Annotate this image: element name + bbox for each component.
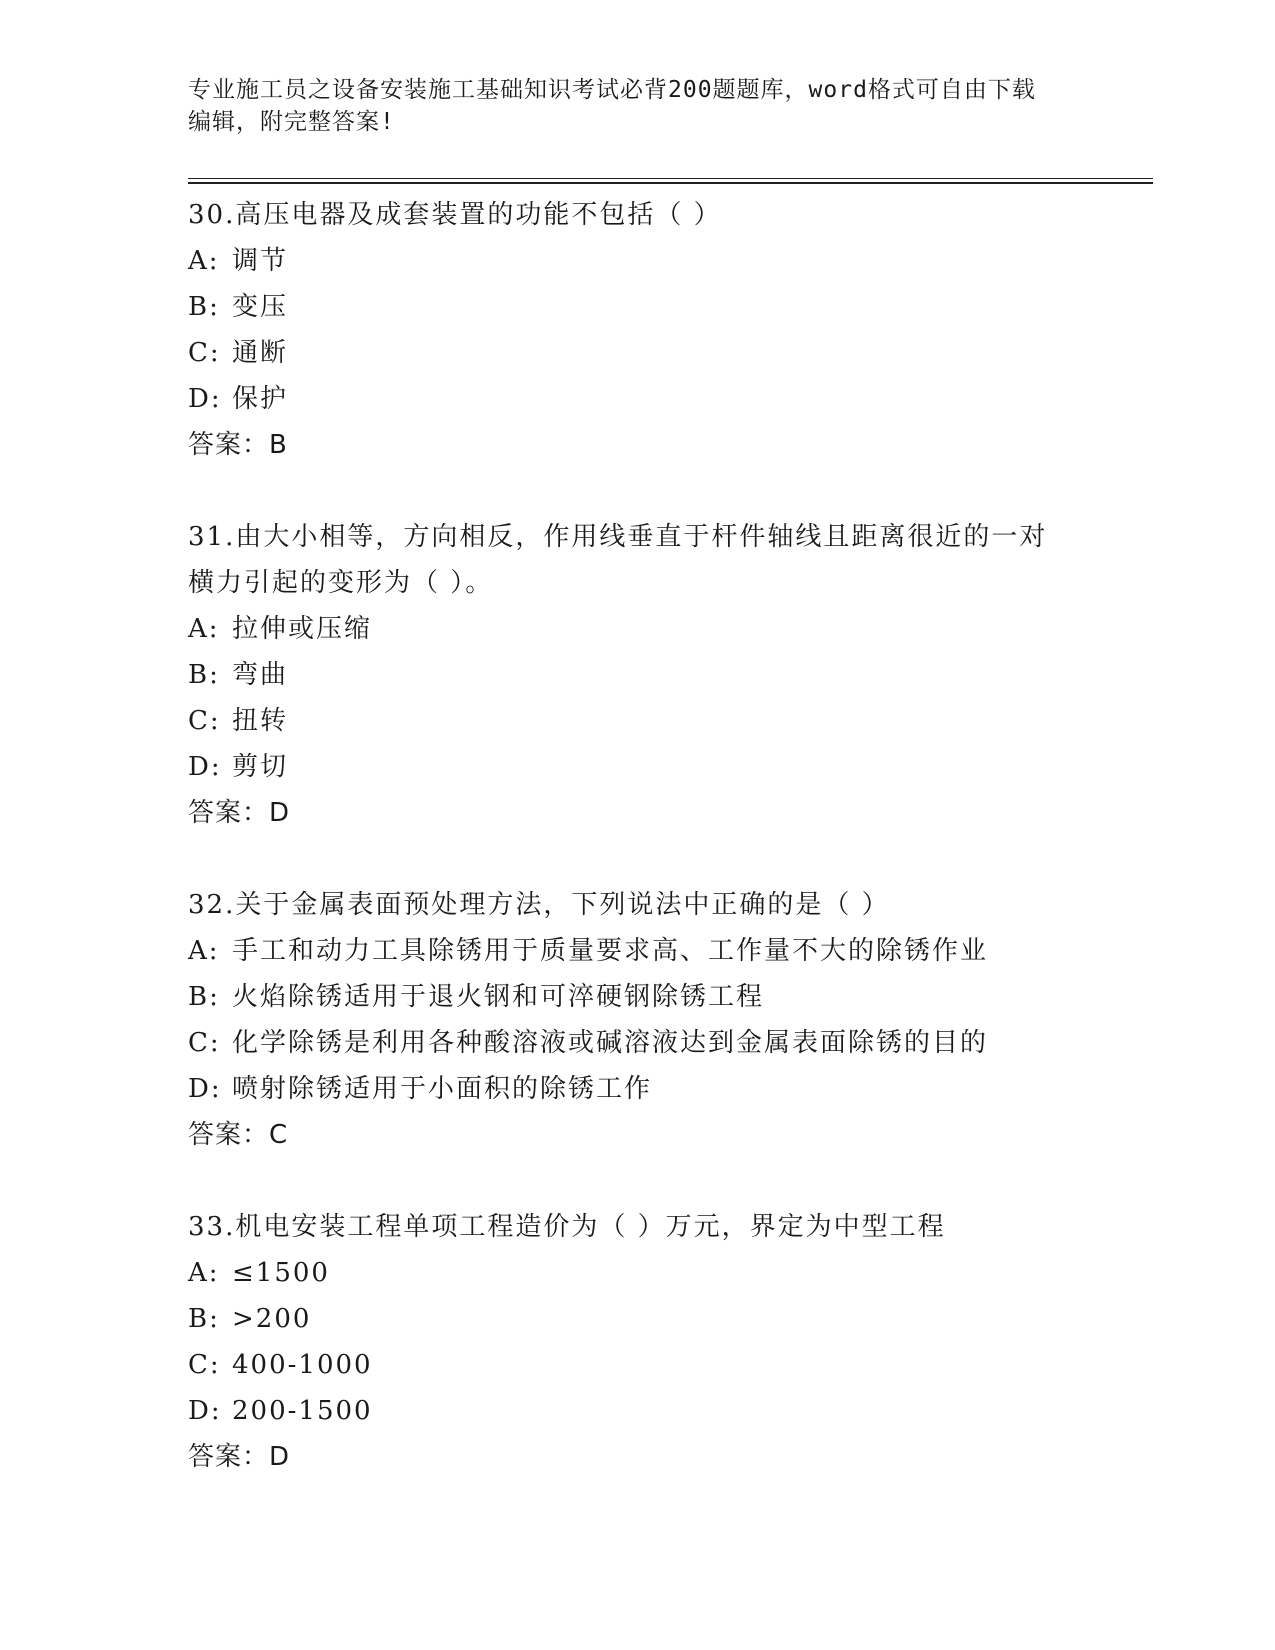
question-stem: 31.由大小相等，方向相反，作用线垂直于杆件轴线且距离很近的一对 [188, 522, 1048, 552]
answer-line: 答案：C [188, 1120, 289, 1150]
option-text: >200 [232, 1304, 312, 1334]
answer-line: 答案：D [188, 1442, 291, 1472]
option-label: B: [188, 1304, 220, 1334]
option-text: 400-1000 [232, 1350, 373, 1380]
option-label: A: [188, 246, 220, 276]
option-label: A: [188, 936, 220, 966]
option-text: 喷射除锈适用于小面积的除锈工作 [232, 1074, 653, 1104]
question-33 [188, 1204, 1088, 1480]
option-a [188, 1250, 1088, 1296]
answer-line: 答案：D [188, 798, 291, 828]
question-30 [188, 192, 1088, 468]
option-d [188, 1388, 1088, 1434]
option-b [188, 974, 1088, 1020]
option-label: D: [188, 384, 222, 414]
option-label: C: [188, 338, 221, 368]
header-line-1: 专业施工员之设备安装施工基础知识考试必背200题题库，word格式可自由下载 [188, 77, 1036, 103]
option-label: A: [188, 1258, 220, 1288]
question-list [188, 192, 1088, 1526]
option-text: 化学除锈是利用各种酸溶液或碱溶液达到金属表面除锈的目的 [232, 1028, 989, 1058]
option-c [188, 698, 1088, 744]
option-text: 通断 [232, 338, 289, 368]
option-text: 火焰除锈适用于退火钢和可淬硬钢除锈工程 [232, 982, 765, 1012]
option-d [188, 1066, 1088, 1112]
option-text: 保护 [232, 384, 289, 414]
option-label: C: [188, 1350, 221, 1380]
option-label: B: [188, 660, 220, 690]
option-b [188, 1296, 1088, 1342]
option-d [188, 376, 1088, 422]
option-text: ≤1500 [232, 1258, 330, 1288]
option-c [188, 330, 1088, 376]
option-text: 调节 [232, 246, 289, 276]
option-d [188, 744, 1088, 790]
option-label: B: [188, 982, 220, 1012]
option-label: D: [188, 1074, 222, 1104]
question-stem-continued: 横力引起的变形为（ ）。 [188, 568, 494, 598]
option-label: B: [188, 292, 220, 322]
option-label: D: [188, 1396, 222, 1426]
header-divider-thick [188, 182, 1153, 184]
question-31 [188, 514, 1088, 836]
option-label: C: [188, 706, 221, 736]
answer-line: 答案：B [188, 430, 288, 460]
option-label: A: [188, 614, 220, 644]
option-a [188, 606, 1088, 652]
document-header [188, 74, 1088, 138]
option-label: C: [188, 1028, 221, 1058]
question-32 [188, 882, 1088, 1158]
header-line-2: 编辑，附完整答案! [188, 109, 395, 135]
option-b [188, 652, 1088, 698]
option-text: 拉伸或压缩 [232, 614, 373, 644]
question-stem: 30.高压电器及成套装置的功能不包括（ ） [188, 200, 722, 230]
option-text: 扭转 [232, 706, 289, 736]
question-stem: 32.关于金属表面预处理方法，下列说法中正确的是（ ） [188, 890, 890, 920]
option-a [188, 928, 1088, 974]
question-stem: 33.机电安装工程单项工程造价为（ ）万元，界定为中型工程 [188, 1212, 946, 1242]
option-b [188, 284, 1088, 330]
option-text: 200-1500 [232, 1396, 373, 1426]
header-divider-thin [188, 178, 1153, 179]
option-label: D: [188, 752, 222, 782]
option-text: 弯曲 [232, 660, 289, 690]
option-a [188, 238, 1088, 284]
option-text: 手工和动力工具除锈用于质量要求高、工作量不大的除锈作业 [232, 936, 989, 966]
option-text: 剪切 [232, 752, 289, 782]
option-c [188, 1020, 1088, 1066]
option-c [188, 1342, 1088, 1388]
option-text: 变压 [232, 292, 289, 322]
